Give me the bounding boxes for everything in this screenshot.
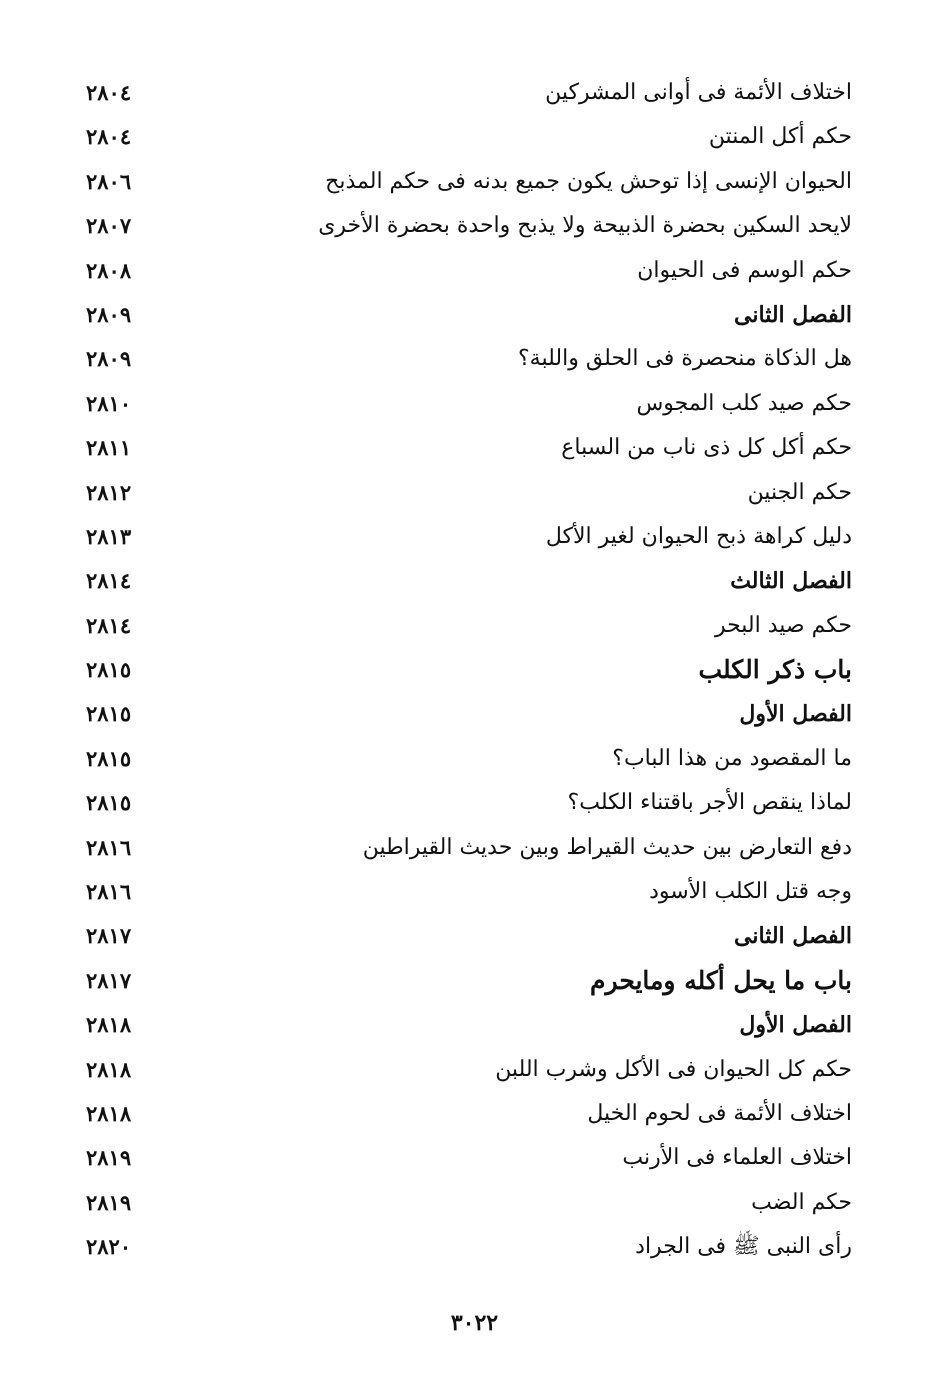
toc-entry-title: لماذا ينقص الأجر باقتناء الكلب؟	[567, 790, 852, 816]
toc-entry-page-number: ٢٨١٧	[86, 923, 132, 949]
toc-entry	[86, 116, 852, 160]
toc-entry-title: هل الذكاة منحصرة فى الحلق واللبة؟	[518, 346, 852, 372]
toc-entry	[86, 738, 852, 782]
toc-entry-title: الفصل الثانى	[734, 923, 852, 950]
toc-entry	[86, 1093, 852, 1137]
page-number: ٣٠٢٢	[450, 1310, 499, 1336]
toc-entry-title: دليل كراهة ذبح الحيوان لغير الأكل	[545, 523, 852, 549]
toc-entry-page-number: ٢٨١٨	[86, 1056, 132, 1082]
toc-entry	[86, 1137, 852, 1181]
toc-entry-page-number: ٢٨١٩	[86, 1189, 132, 1215]
toc-entry-title: حكم الوسم فى الحيوان	[637, 257, 852, 283]
toc-entry	[86, 472, 852, 516]
toc-entry-page-number: ٢٨٢٠	[86, 1234, 132, 1260]
toc-entry	[86, 516, 852, 560]
toc-entry-page-number: ٢٨١٥	[86, 701, 132, 727]
toc-entry-page-number: ٢٨١٥	[86, 790, 132, 816]
toc-entry-page-number: ٢٨١٨	[86, 1100, 132, 1126]
toc-entry	[86, 827, 852, 871]
toc-entry-page-number: ٢٨١٠	[86, 390, 132, 416]
toc-entry-title: حكم صيد كلب المجوس	[636, 390, 852, 416]
toc-entry	[86, 250, 852, 294]
toc-entry	[86, 383, 852, 427]
toc-entry-title: اختلاف الأئمة فى أوانى المشركين	[545, 80, 852, 105]
toc-section-heading	[86, 294, 852, 338]
toc-entry-page-number: ٢٨١٨	[86, 1012, 132, 1038]
toc-entry-title: لايحد السكين بحضرة الذبيحة ولا يذبح واحدة بحضرة الأخرى	[318, 213, 852, 239]
toc-entry-title: الفصل الأول	[739, 701, 852, 728]
toc-entry-page-number: ٢٨١١	[86, 435, 132, 461]
toc-entry-page-number: ٢٨١٤	[86, 568, 132, 594]
toc-entry-page-number: ٢٨١٥	[86, 657, 132, 683]
toc-entry-page-number: ٢٨٠٤	[86, 80, 132, 105]
toc-entry	[86, 161, 852, 205]
toc-entry	[86, 871, 852, 915]
toc-section-heading	[86, 1004, 852, 1048]
toc-entry-title: اختلاف الأئمة فى لحوم الخيل	[587, 1100, 852, 1126]
toc-entry-title: اختلاف العلماء فى الأرنب	[622, 1145, 852, 1171]
toc-section-heading	[86, 693, 852, 737]
toc-entry-page-number: ٢٨٠٨	[86, 257, 132, 283]
toc-entry-page-number: ٢٨١٥	[86, 745, 132, 771]
toc-entry	[86, 1226, 852, 1270]
toc-entry-title: ما المقصود من هذا الباب؟	[612, 745, 852, 771]
toc-chapter-heading	[86, 649, 852, 693]
toc-entry	[86, 605, 852, 649]
toc-section-heading	[86, 915, 852, 959]
toc-entry	[86, 1182, 852, 1226]
toc-entry-page-number: ٢٨١٣	[86, 523, 132, 549]
toc-entry-title: رأى النبى ﷺ فى الجراد	[635, 1234, 852, 1260]
toc-entry-title: حكم الضب	[751, 1189, 852, 1215]
toc-entry-title: حكم أكل المنتن	[708, 124, 852, 150]
toc-entry-title: حكم صيد البحر	[714, 612, 852, 638]
toc-entry	[86, 1049, 852, 1093]
toc-entry	[86, 205, 852, 249]
toc-entry-title: الفصل الثالث	[730, 568, 852, 595]
toc-entry-title: باب ذكر الكلب	[698, 655, 852, 685]
toc-entry-page-number: ٢٨٠٩	[86, 301, 132, 327]
toc-entry-title: الفصل الأول	[739, 1012, 852, 1039]
toc-entry-page-number: ٢٨٠٧	[86, 213, 132, 239]
toc-entry-page-number: ٢٨١٤	[86, 612, 132, 638]
toc-chapter-heading	[86, 960, 852, 1004]
toc-entry-page-number: ٢٨١٦	[86, 834, 132, 860]
toc-entry-title: حكم الجنين	[747, 479, 852, 505]
toc-entry	[86, 338, 852, 382]
table-of-contents	[86, 72, 852, 1271]
toc-entry-title: دفع التعارض بين حديث القيراط وبين حديث القيراطين	[362, 834, 852, 860]
toc-entry-page-number: ٢٨٠٩	[86, 346, 132, 372]
toc-entry-page-number: ٢٨١٩	[86, 1145, 132, 1171]
toc-entry	[86, 427, 852, 471]
toc-entry-title: باب ما يحل أكله ومايحرم	[590, 965, 852, 995]
toc-section-heading	[86, 560, 852, 604]
toc-entry-page-number: ٢٨١٧	[86, 967, 132, 993]
toc-entry	[86, 782, 852, 826]
toc-entry-page-number: ٢٨٠٤	[86, 124, 132, 150]
toc-entry-title: الحيوان الإنسى إذا توحش يكون جميع بدنه فى حكم المذبح	[325, 168, 852, 194]
toc-entry-title: الفصل الثانى	[734, 301, 852, 328]
toc-entry-page-number: ٢٨١٦	[86, 879, 132, 905]
toc-entry-title: حكم أكل كل ذى ناب من السباع	[561, 435, 852, 461]
toc-entry-page-number: ٢٨٠٦	[86, 168, 132, 194]
toc-entry-title: وجه قتل الكلب الأسود	[649, 879, 852, 905]
toc-entry-page-number: ٢٨١٢	[86, 479, 132, 505]
toc-entry-title: حكم كل الحيوان فى الأكل وشرب اللبن	[495, 1056, 852, 1082]
toc-entry	[86, 72, 852, 116]
